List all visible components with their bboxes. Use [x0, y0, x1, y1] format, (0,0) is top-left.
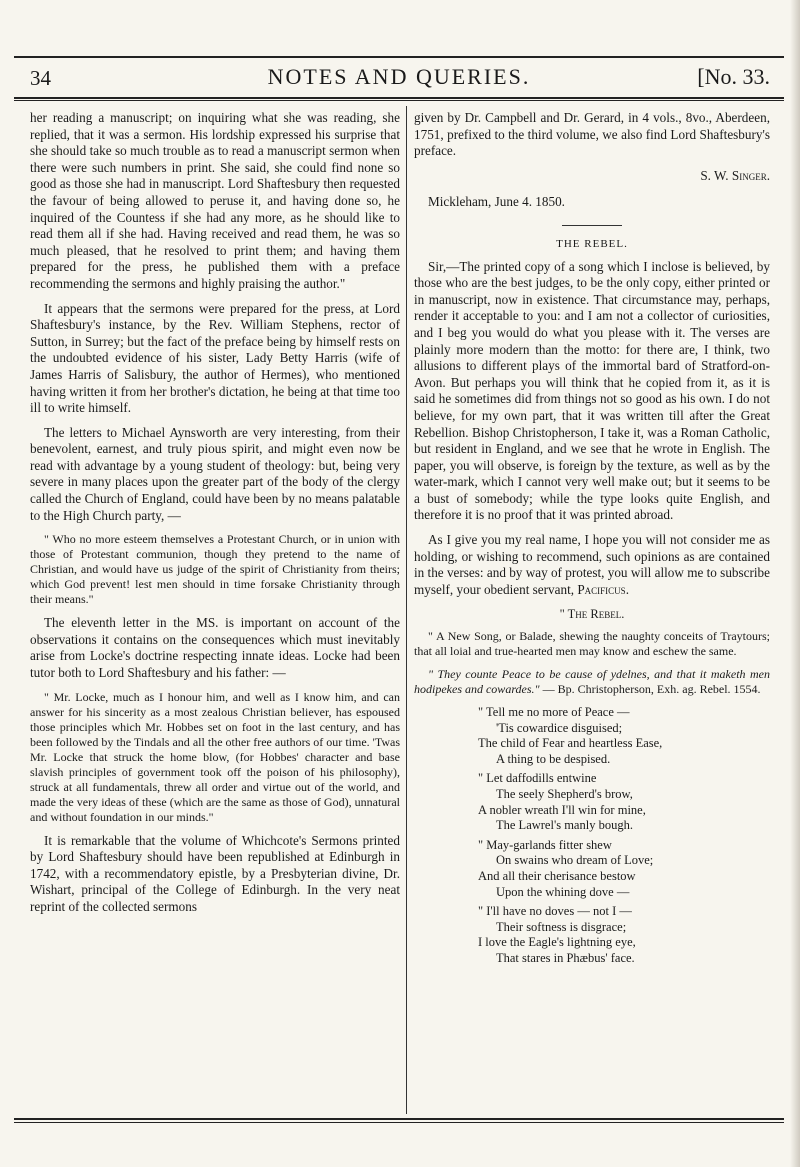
verse-line: " Tell me no more of Peace — [478, 705, 630, 720]
header-rule-thin [14, 100, 784, 101]
block-quote: " Who no more esteem themselves a Protestant Church, or in union with those of Protestant communion, though they pretend to the name of Christian, and would have us judge of the spirit of Christianity from theirs; which God prevent! lest men should in time forsake Christianity through their means." [30, 532, 400, 607]
bottom-rule [14, 1118, 784, 1120]
bottom-rule-thin [14, 1122, 784, 1123]
motto-attribution: — Bp. Christopherson, Exh. ag. Rebel. 1554. [539, 682, 761, 697]
verse-line: The seely Shepherd's brow, [496, 787, 633, 801]
paragraph [414, 532, 770, 598]
verse-line: " Let daffodills entwine [478, 771, 597, 786]
header-rule [14, 97, 784, 99]
paragraph: Sir,—The printed copy of a song which I inclose is believed, by those who are the best judges, to be the only copy, either printed or in manuscript, now in existence. That circumstance may, perhaps, render it acceptable to you: and I am not a collector of curiosities, and I beg you would do what you please with it. The verses are plainly more modern than the motto: for there are, I think, two allusions to different plays of the immortal bard of Stratford-on-Avon. But perhaps you will think that he copied from it, as it is said he sometimes did from things not so good as his own. I do not believe, for my own part, that it was written till after the Great Rebellion. Bishop Christopherson, I take it, was a Roman Catholic, but resident in England, and we see that he wrote in English. The paper, you will observe, is foreign by the texture, as well as by the water-mark, which I cannot very well make out; but it seems to be a bust of somebody; while the type looks quite English, and therefore it is no proof that it was printed abroad. [414, 258, 770, 523]
paragraph: It appears that the sermons were prepared for the press, at Lord Shaftesbury's instance, by the Rev. William Stephens, rector of Sutton, in Surrey; but the fact of the preface being by himself rests on the undoubted evidence of his sister, Lady Betty Harris (wife of James Harris of Salisbury, the author of Hermes), who mentioned having written it from her brother's dictation, he being at that time too ill to write himself. [30, 300, 400, 416]
verse-line: On swains who dream of Love; [496, 853, 654, 868]
paragraph: her reading a manuscript; on inquiring what she was reading, she replied, that it was a sermon. His lordship expressed his surprise that she should take so much trouble as to read a manuscript sermon when there were such numbers in print. She said, she could find none so good as those she had in manuscript. Lord Shaftesbury then requested the favour of being allowed to peruse it, and having done so, he inquired of the Countess if she had any more, as he should like to read them all if she had. Having received and read them, he was so much pleased, that he resolved to print them; and having them prepared for the press, he published them with a preface recommending the sermons and highly praising the author." [30, 110, 400, 291]
verse-line: Upon the whining dove — [496, 884, 630, 899]
page [14, 6, 784, 1156]
paragraph-text: As I give you my real name, I hope you will not consider me as holding, or wishing to recommend, such opinions as are contained in the verses: and by way of protest, you will allow me to subscribe myself, your obedient servant, [414, 532, 770, 597]
left-column [30, 110, 400, 924]
paragraph: The letters to Michael Aynsworth are very interesting, from their benevolent, earnest, and truly pious spirit, and might even now be read with advantage by a young student of theology: but, being very severe in many places upon the greater part of the body of the clergy called the Church of England, could have been by no means palatable to the High Church party, — [30, 424, 400, 523]
page-number: 34 [30, 66, 51, 90]
motto-text: " They counte Peace to be cause of ydelnes, and that it maketh men hodipekes and cowardes." [414, 667, 770, 697]
block-quote: " Mr. Locke, much as I honour him, and well as I know him, and can answer for his sincerity as a most zealous Christian believer, has espoused those principles which Mr. Hobbes set on foot in the last century, and has been followed by the Tindals and all the other free authors of our time. 'Twas Mr. Locke that struck the home blow, (for Hobbes' character and base slavish principles of government took off the poison of his philosophy), struck at all fundamentals, threw all order and virtue out of the world, and made the very ideas of these (which are the same as those of God), unnatural and without foundation in our minds." [30, 689, 400, 824]
verse-line: That stares in Phæbus' face. [496, 950, 635, 965]
verse-line: 'Tis cowardice disguised; [496, 720, 623, 735]
verse-line: The child of Fear and heartless Ease, [478, 736, 663, 751]
column-divider [406, 106, 407, 1114]
dateline: Mickleham, June 4. 1850. [428, 194, 565, 210]
verse-line: The Lawrel's manly bough. [496, 818, 633, 833]
right-column [414, 110, 770, 971]
stanza [478, 838, 770, 900]
verse-line: A thing to be despised. [496, 751, 611, 766]
verse-line: A nobler wreath I'll win for mine, [478, 802, 646, 817]
signature: S. W. Singer. [700, 167, 770, 183]
poem-title: " The Rebel. [559, 607, 625, 622]
stanza [478, 771, 770, 833]
section-heading: THE REBEL. [556, 237, 628, 250]
verse-line: " I'll have no doves — not I — [478, 904, 632, 919]
verse-line: Their softness is disgrace; [496, 919, 627, 934]
verse-line: I love the Eagle's lightning eye, [478, 935, 636, 950]
stanza [478, 904, 770, 966]
verse-line: " May-garlands fitter shew [478, 837, 612, 852]
page-header [14, 60, 784, 96]
journal-title: NOTES AND QUERIES. [267, 64, 531, 89]
section-separator [562, 225, 622, 226]
verse-line: And all their cherisance bestow [478, 868, 636, 883]
signature: Pacificus. [577, 581, 629, 597]
issue-number: [No. 33. [697, 64, 770, 89]
stanza [478, 705, 770, 767]
paragraph: It is remarkable that the volume of Whichcote's Sermons printed by Lord Shaftesbury should have been republished at Edinburgh in 1742, with a recommendatory epistle, by a Presbyterian divine, Dr. Wishart, principal of the College of Edinburgh. In the very neat reprint of the collected sermons [30, 832, 400, 914]
top-rule [14, 56, 784, 58]
paragraph: The eleventh letter in the MS. is important on account of the observations it contains on the consequences which must inevitably arise from Locke's doctrine respecting innate ideas. Locke had been tutor both to Lord Shaftesbury and his father: — [30, 615, 400, 681]
poem-subtitle: " A New Song, or Balade, shewing the naughty conceits of Traytours; that all loial and true-hearted men may know and eschew the same. [414, 629, 770, 659]
paragraph: given by Dr. Campbell and Dr. Gerard, in 4 vols., 8vo., Aberdeen, 1751, prefixed to the third volume, we also find Lord Shaftesbury's preface. [414, 110, 770, 159]
page-edge [790, 0, 800, 1167]
poem-motto [414, 667, 770, 697]
